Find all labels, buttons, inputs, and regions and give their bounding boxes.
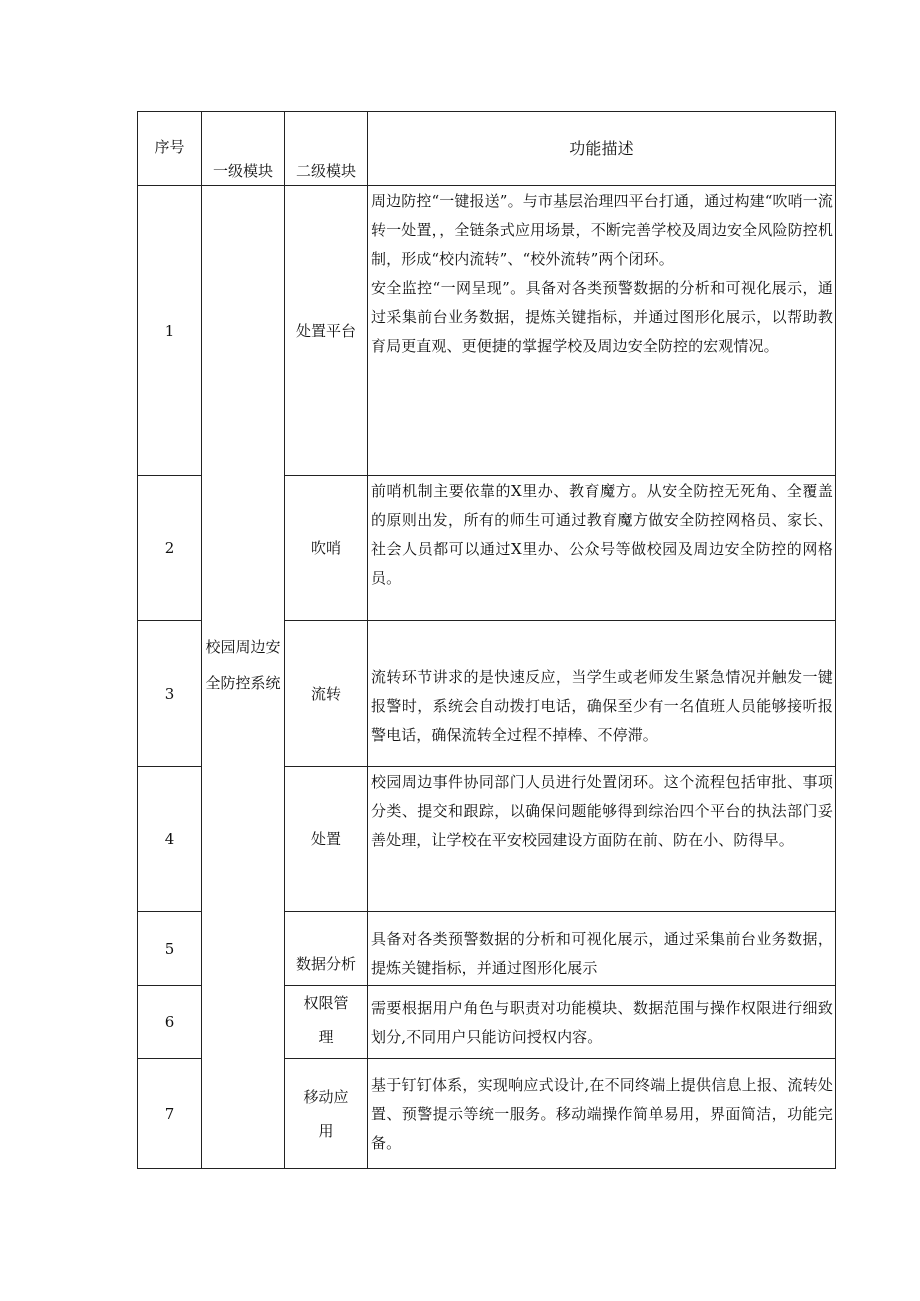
header-level1: 一级模块 xyxy=(202,112,285,186)
row-level2-cell xyxy=(285,1059,368,1169)
table-header-row xyxy=(138,112,836,186)
row-level2: 处置 xyxy=(285,767,368,912)
desc-paragraph: 前哨机制主要依靠的X里办、教育魔方。从安全防控无死角、全覆盖的原则出发，所有的师生可通过教育魔方做安全防控网格员、家长、社会人员都可以通过X里办、公众号等做校园及周边安全防控的网格员。 xyxy=(371,482,833,587)
row-desc xyxy=(368,912,836,986)
row-level2: 处置平台 xyxy=(285,186,368,476)
header-no: 序号 xyxy=(138,112,202,186)
row-desc xyxy=(368,1059,836,1169)
row-desc xyxy=(368,476,836,621)
row-no: 4 xyxy=(138,767,202,912)
row-no: 2 xyxy=(138,476,202,621)
row-level2-cell xyxy=(285,986,368,1059)
row-level2: 权限管理 xyxy=(303,994,349,1046)
row-no: 3 xyxy=(138,621,202,767)
table-row xyxy=(138,186,836,476)
row-level2: 吹哨 xyxy=(285,476,368,621)
desc-paragraph: 安全监控“一网呈现”。具备对各类预警数据的分析和可视化展示，通过采集前台业务数据，提炼关键指标，并通过图形化展示，以帮助教育局更直观、更便捷的掌握学校及周边安全防控的宏观情况。 xyxy=(371,279,833,355)
desc-paragraph: 具备对各类预警数据的分析和可视化展示，通过采集前台业务数据，提炼关键指标，并通过图形化展示 xyxy=(371,930,833,977)
desc-paragraph: 需要根据用户角色与职责对功能模块、数据范围与操作权限进行细致划分,不同用户只能访问授权内容。 xyxy=(371,998,833,1046)
desc-paragraph: 校园周边事件协同部门人员进行处置闭环。这个流程包括审批、事项分类、提交和跟踪，以确保问题能够得到综治四个平台的执法部门妥善处理，让学校在平安校园建设方面防在前、防在小、防得早。 xyxy=(371,773,833,849)
desc-paragraph: 周边防控“一键报送”。与市基层治理四平台打通，通过构建“吹哨一流转一处置，，全链条式应用场景，不断完善学校及周边安全风险防控机制，形成“校内流转”、“校外流转”两个闭环。 xyxy=(371,192,833,268)
row-level2: 流转 xyxy=(285,621,368,767)
header-desc: 功能描述 xyxy=(368,112,836,186)
header-level2: 二级模块 xyxy=(285,112,368,186)
row-level2: 移动应用 xyxy=(303,1087,349,1140)
desc-paragraph: 流转环节讲求的是快速反应，当学生或老师发生紧急情况并触发一键报警时，系统会自动拨打电话，确保至少有一名值班人员能够接听报警电话，确保流转全过程不掉棒、不停滞。 xyxy=(371,668,833,744)
level1-module-name: 校园周边安全防控系统 xyxy=(205,638,281,692)
row-desc xyxy=(368,621,836,767)
row-level2: 数据分析 xyxy=(285,912,368,986)
row-no: 1 xyxy=(138,186,202,476)
row-no: 7 xyxy=(138,1059,202,1169)
row-no: 6 xyxy=(138,986,202,1059)
level1-cell xyxy=(202,186,285,1169)
row-desc xyxy=(368,767,836,912)
row-desc xyxy=(368,986,836,1059)
desc-paragraph: 基于钉钉体系，实现响应式设计,在不同终端上提供信息上报、流转处置、预警提示等统一服务。移动端操作简单易用，界面简洁，功能完备。 xyxy=(371,1075,833,1152)
module-function-table xyxy=(137,111,836,1169)
row-desc xyxy=(368,186,836,476)
row-no: 5 xyxy=(138,912,202,986)
